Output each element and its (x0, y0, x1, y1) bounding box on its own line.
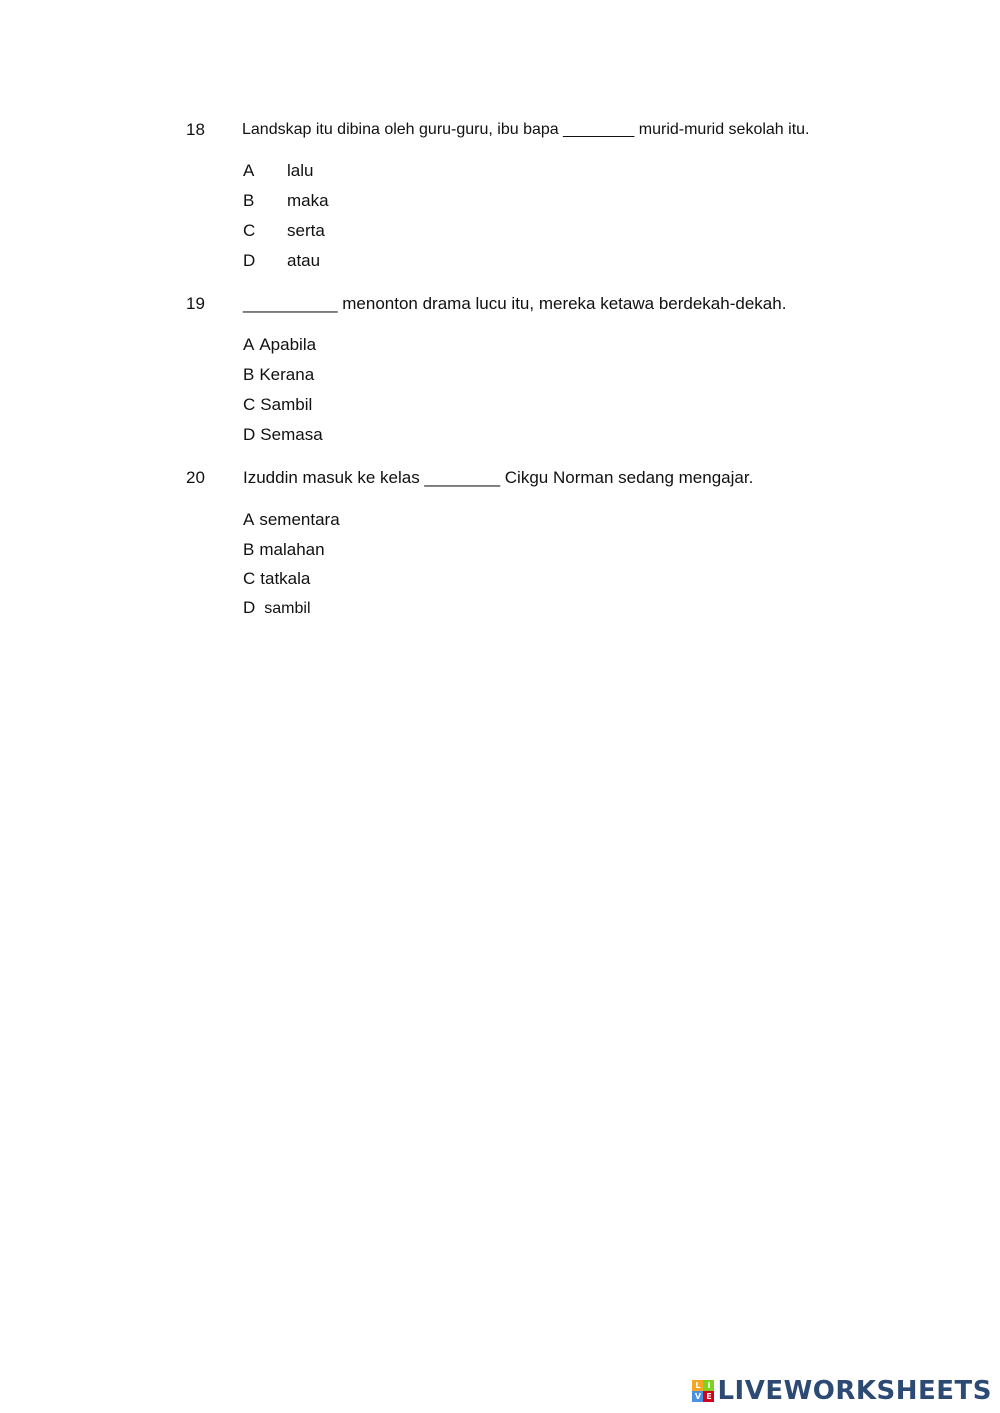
answer-option[interactable] (243, 540, 325, 560)
option-letter: B (243, 191, 255, 210)
question-number: 18 (186, 120, 205, 139)
answer-option[interactable] (243, 335, 316, 355)
logo-tile: I (703, 1380, 714, 1391)
question-text: Izuddin masuk ke kelas ________ Cikgu Norman sedang mengajar. (243, 468, 754, 487)
option-text: lalu (287, 161, 314, 180)
answer-option[interactable] (243, 221, 325, 241)
answer-option[interactable] (243, 251, 320, 271)
logo-tile: V (692, 1391, 703, 1402)
option-text: serta (287, 221, 325, 240)
option-letter: A (243, 335, 255, 354)
answer-option[interactable] (243, 365, 314, 385)
option-letter: A (243, 510, 255, 529)
option-letter: D (243, 251, 256, 270)
option-text: Sambil (260, 395, 313, 414)
answer-option[interactable] (243, 598, 311, 619)
brand-name: LIVEWORKSHEETS (717, 1376, 992, 1406)
option-letter: A (243, 161, 255, 180)
question-text: Landskap itu dibina oleh guru-guru, ibu bapa ________ murid-murid sekolah itu. (242, 121, 810, 138)
option-text: atau (287, 251, 321, 270)
option-text: tatkala (260, 569, 311, 588)
option-text: sementara (259, 510, 340, 529)
liveworksheets-branding (692, 1377, 992, 1405)
answer-option[interactable] (243, 395, 312, 415)
logo-tile: L (692, 1380, 703, 1391)
option-letter: C (243, 569, 256, 588)
option-text: malahan (259, 540, 325, 559)
answer-option[interactable] (243, 425, 323, 445)
option-text: sambil (264, 600, 311, 617)
question-number: 19 (186, 294, 205, 313)
question-number: 20 (186, 468, 205, 487)
question-text: __________ menonton drama lucu itu, mereka ketawa berdekah-dekah. (243, 294, 787, 313)
option-letter: D (243, 425, 256, 444)
option-letter: B (243, 540, 255, 559)
option-letter: D (243, 598, 256, 617)
liveworksheets-logo-icon (692, 1380, 714, 1402)
option-text: maka (287, 191, 329, 210)
answer-option[interactable] (243, 569, 310, 589)
option-text: Apabila (259, 335, 317, 354)
logo-tile: E (703, 1391, 714, 1402)
answer-option[interactable] (243, 510, 340, 530)
option-letter: C (243, 221, 256, 240)
answer-option[interactable] (243, 161, 313, 181)
option-text: Kerana (259, 365, 315, 384)
option-letter: C (243, 395, 256, 414)
answer-option[interactable] (243, 191, 329, 211)
option-letter: B (243, 365, 255, 384)
option-text: Semasa (260, 425, 323, 444)
